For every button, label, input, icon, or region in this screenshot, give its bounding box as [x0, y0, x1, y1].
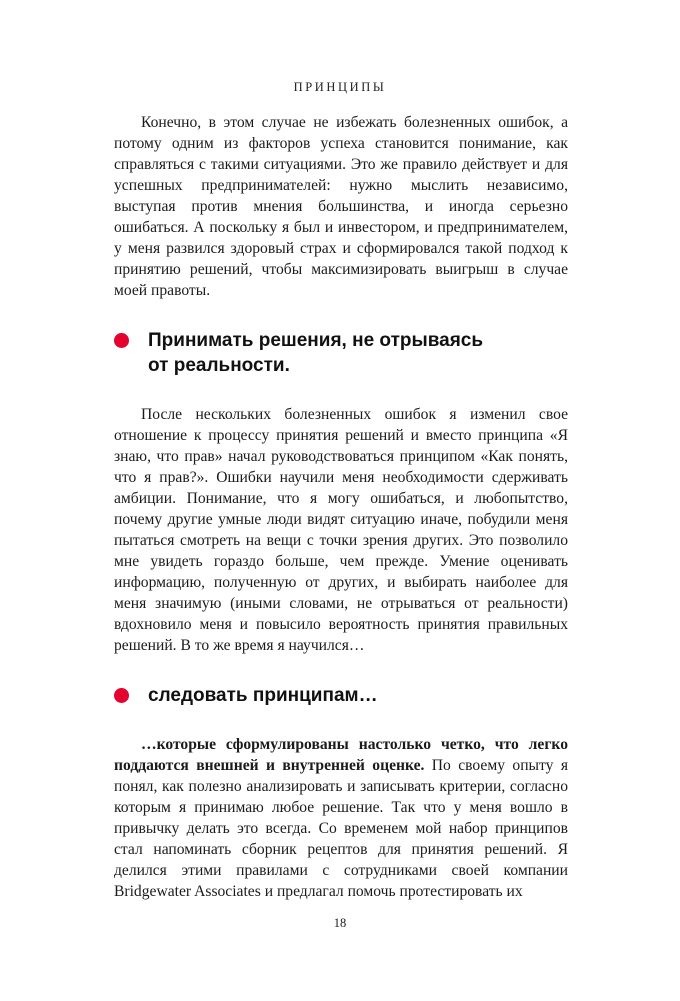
red-bullet-icon [114, 333, 129, 348]
paragraph-principles-lead: …которые сформулированы настолько четко, что легко поддаются внешней и внутренней оценке. [114, 736, 568, 774]
section-heading-2-text: следовать принципам… [148, 685, 378, 706]
page-number: 18 [333, 916, 347, 930]
section-heading-2 [114, 683, 568, 708]
paragraph-principles [114, 734, 568, 902]
red-bullet-icon [114, 688, 129, 703]
paragraph-principles-rest: По своему опыту я понял, как полезно анализировать и записывать критерии, согласно которым я принимаю любое решение. Так что у меня вошло в привычку делать это всегда. Со временем мой набор принципов стал напоминать сборник рецептов для принятия решений. Я делился этими правилами с сотрудниками своей компании Bridgewater Associates и предлагал помочь протестировать их [114, 757, 568, 900]
text-block [114, 112, 568, 902]
section-heading-1 [114, 328, 568, 378]
paragraph-intro: Конечно, в этом случае не избежать болезненных ошибок, а потому одним из факторов успеха становится понимание, как справляться с такими ситуациями. Это же правило действует и для успешных предпринимателей: нужно мыслить независимо, выступая против мнения большинства, и иногда серьезно ошибаться. А поскольку я был и инвестором, и предпринимателем, у меня развился здоровый страх и сформировался такой подход к принятию решений, чтобы максимизировать выигрыш в случае моей правоты. [114, 114, 568, 299]
paragraph-decisions: После нескольких болезненных ошибок я изменил свое отношение к процессу принятия решений и вместо принципа «Я знаю, что прав» начал руководствоваться принципом «Как понять, что я прав?». Ошибки научили меня необходимости сдерживать амбиции. Понимание, что я могу ошибаться, и любопытство, почему другие умные люди видят ситуацию иначе, побудили меня пытаться смотреть на вещи с точки зрения других. Это позволило мне увидеть гораздо больше, чем прежде. Умение оценивать информацию, полученную от других, и выбирать наиболее для меня значимую (иными словами, не отрываться от реальности) вдохновило меня и повысило вероятность принятия правильных решений. В то же время я научился… [114, 406, 568, 654]
section-heading-1-text: Принимать решения, не отрываясь от реальности. [148, 330, 484, 376]
running-header: ПРИНЦИПЫ [293, 80, 387, 94]
